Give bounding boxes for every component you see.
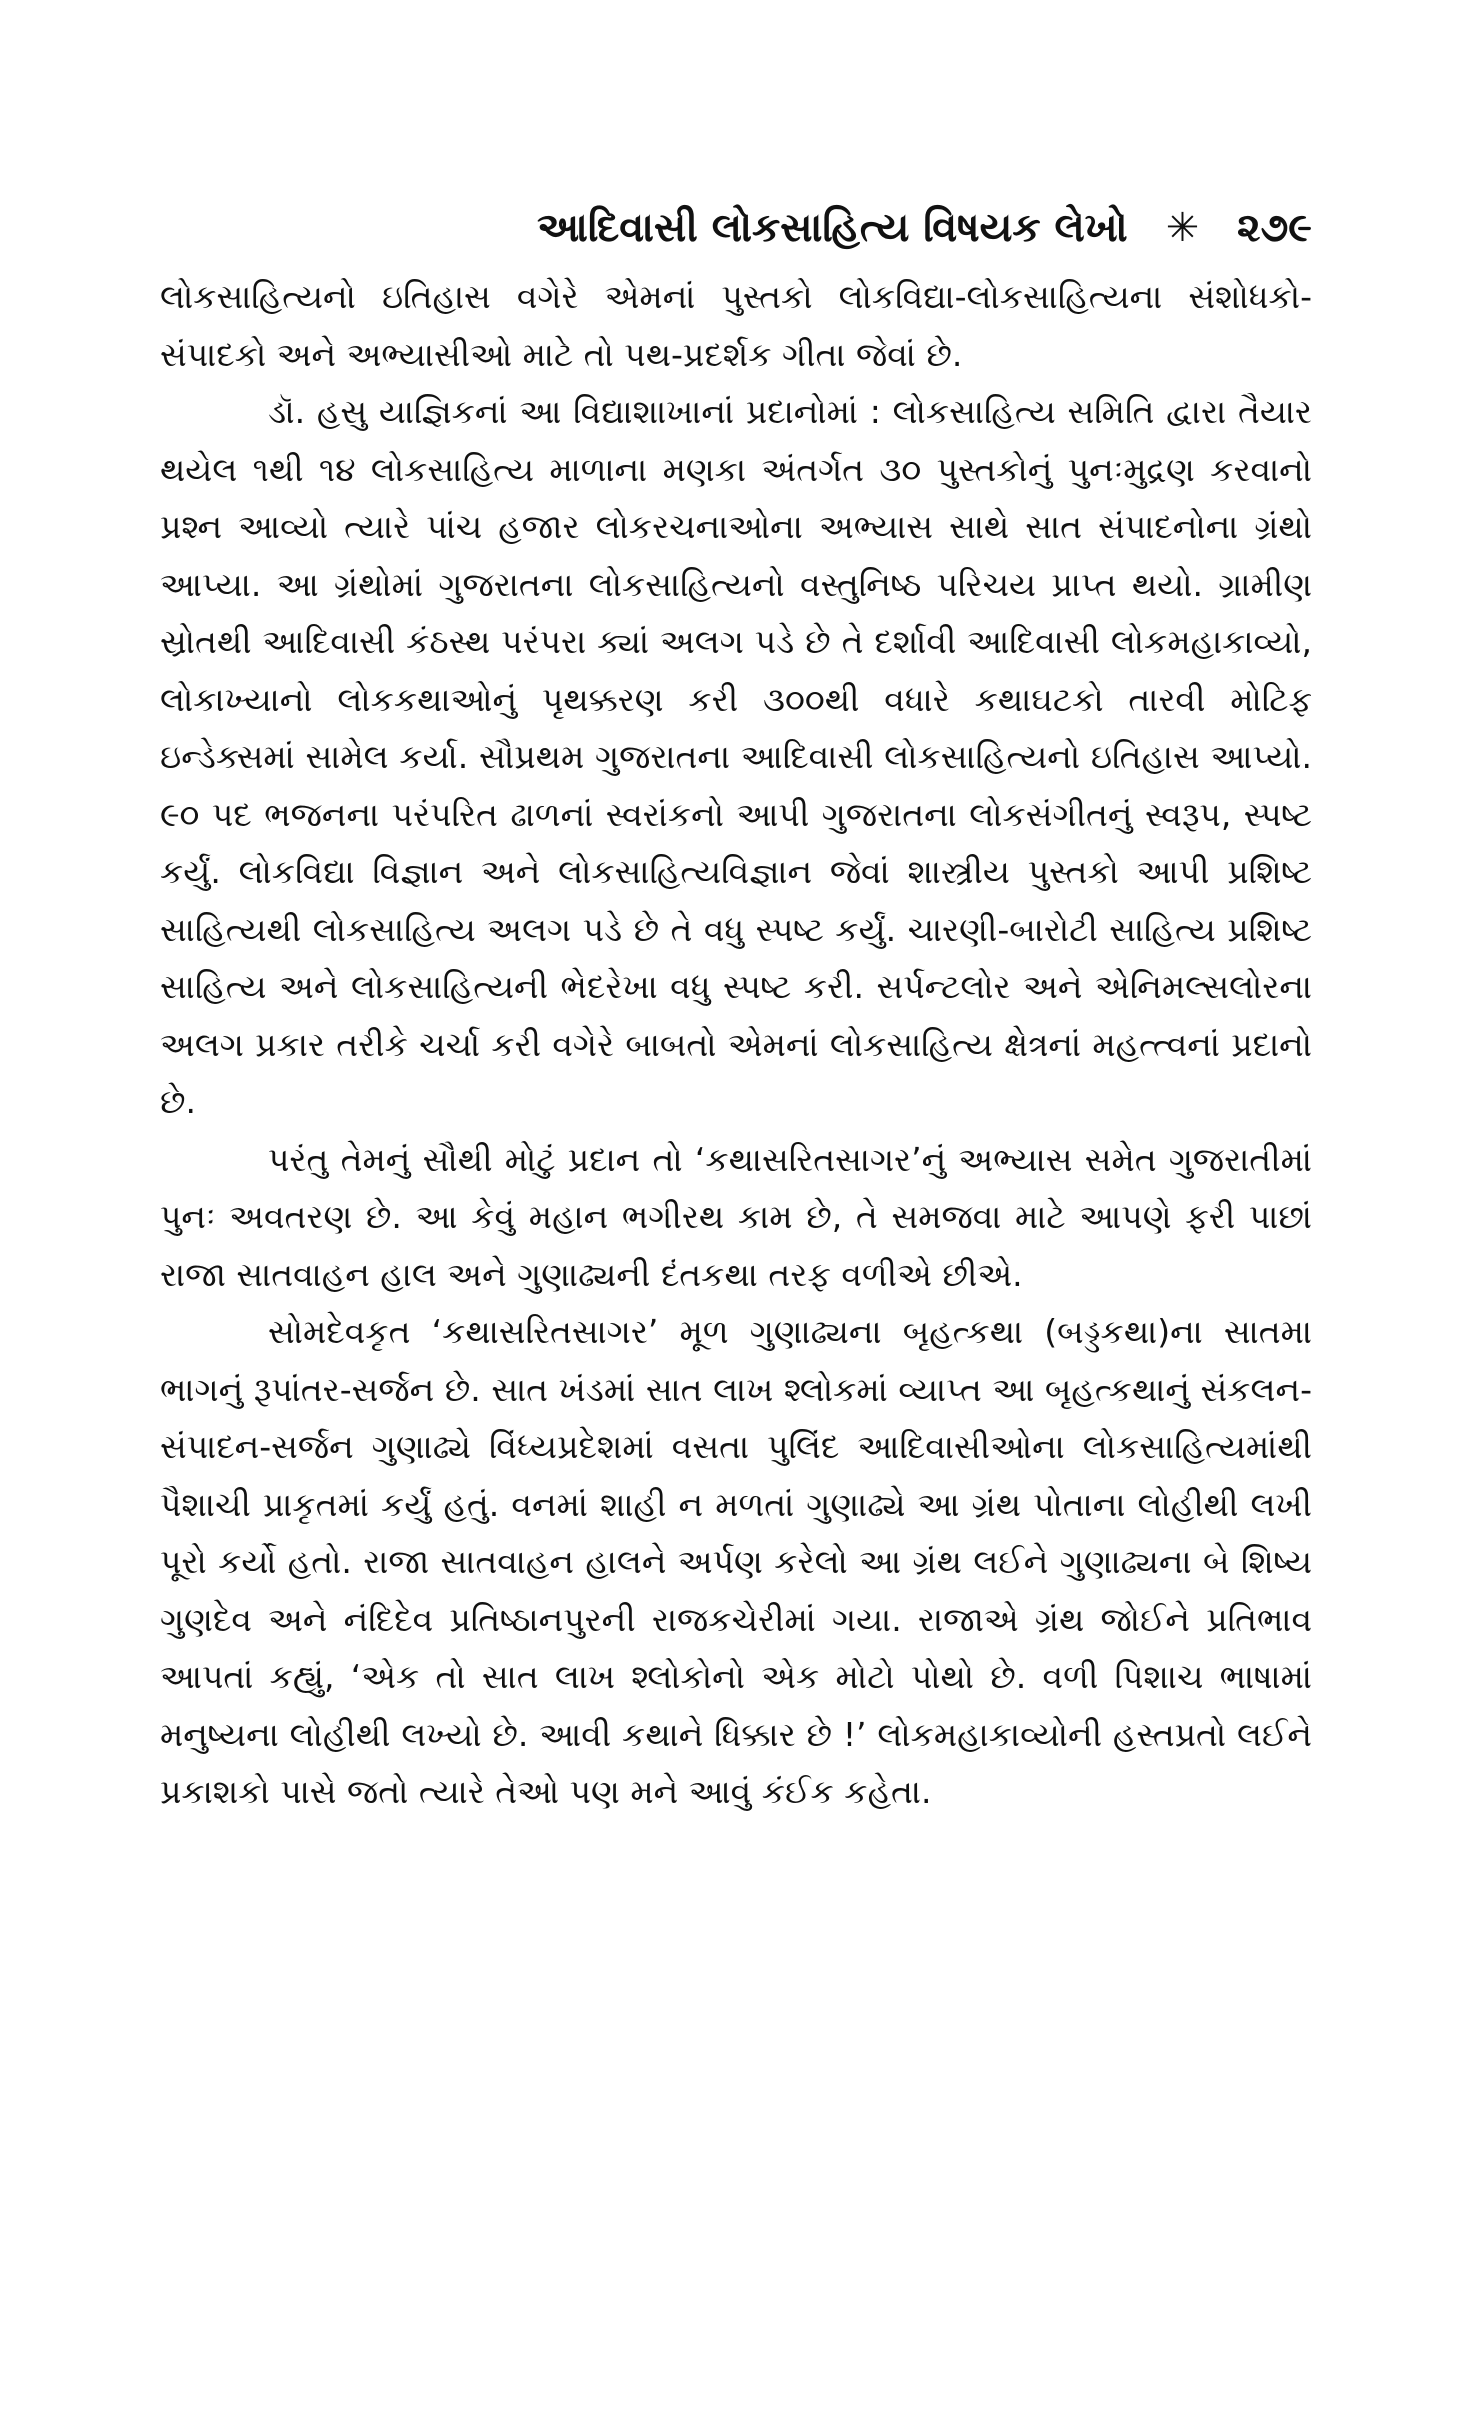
- paragraph-3: પરંતુ તેમનું સૌથી મોટું પ્રદાન તો ‘કથાસરિતસાગર’નું અભ્યાસ સમેત ગુજરાતીમાં પુનઃ અવતરણ છે. આ કેવું મહાન ભગીરથ કામ છે, તે સમજવા માટે આપણે ફરી પાછાં રાજા સાતવાહન હાલ અને ગુણાઢ્યની દંતકથા તરફ વળીએ છીએ.: [160, 1139, 1312, 1294]
- page-number: ૨૭૯: [1237, 205, 1312, 251]
- body-text: [160, 268, 1312, 1821]
- paragraph-2: ડૉ. હસુ યાજ્ઞિકનાં આ વિદ્યાશાખાનાં પ્રદાનોમાં : લોકસાહિત્ય સમિતિ દ્વારા તૈયાર થયેલ ૧થી ૧૪ લોકસાહિત્ય માળાના મણકા અંતર્ગત ૩૦ પુસ્તકોનું પુનઃમુદ્રણ કરવાનો પ્રશ્ન આવ્યો ત્યારે પાંચ હજાર લોકરચનાઓના અભ્યાસ સાથે સાત સંપાદનોના ગ્રંથો આપ્યા. આ ગ્રંથોમાં ગુજરાતના લોકસાહિત્યનો વસ્તુનિષ્ઠ પરિચય પ્રાપ્ત થયો. ગ્રામીણ સ્રોતથી આદિવાસી કંઠસ્થ પરંપરા ક્યાં અલગ પડે છે તે દર્શાવી આદિવાસી લોકમહાકાવ્યો, લોકાખ્યાનો લોકકથાઓનું પૃથક્કરણ કરી ૩૦૦થી વધારે કથાઘટકો તારવી મોટિફ ઇન્ડેક્સમાં સામેલ કર્યા. સૌપ્રથમ ગુજરાતના આદિવાસી લોકસાહિત્યનો ઇતિહાસ આપ્યો. ૯૦ પદ ભજનના પરંપરિત ઢાળનાં સ્વરાંકનો આપી ગુજરાતના લોકસંગીતનું સ્વરૂપ, સ્પષ્ટ કર્યું. લોકવિદ્યા વિજ્ઞાન અને લોકસાહિત્યવિજ્ઞાન જેવાં શાસ્ત્રીય પુસ્તકો આપી પ્રશિષ્ટ સાહિત્યથી લોકસાહિત્ય અલગ પડે છે તે વધુ સ્પષ્ટ કર્યું. ચારણી-બારોટી સાહિત્ય પ્રશિષ્ટ સાહિત્ય અને લોકસાહિત્યની ભેદરેખા વધુ સ્પષ્ટ કરી. સર્પન્ટલોર અને એનિમલ્સલોરના અલગ પ્રકાર તરીકે ચર્ચા કરી વગેરે બાબતો એમનાં લોકસાહિત્ય ક્ષેત્રનાં મહત્ત્વનાં પ્રદાનો છે.: [160, 392, 1312, 1121]
- running-header-title: આદિવાસી લોકસાહિત્ય વિષયક લેખો: [536, 205, 1128, 251]
- asterisk-separator-icon: ✳: [1165, 205, 1200, 251]
- paragraph-4: સોમદેવકૃત ‘કથાસરિતસાગર’ મૂળ ગુણાઢ્યના બૃહત્કથા (બડ્ડકથા)ના સાતમા ભાગનું રૂપાંતર-સર્જન છે. સાત ખંડમાં સાત લાખ શ્લોકમાં વ્યાપ્ત આ બૃહત્કથાનું સંકલન-સંપાદન-સર્જન ગુણાઢ્યે વિંધ્યપ્રદેશમાં વસતા પુલિંદ આદિવાસીઓના લોકસાહિત્યમાંથી પૈશાચી પ્રાકૃતમાં કર્યું હતું. વનમાં શાહી ન મળતાં ગુણાઢ્યે આ ગ્રંથ પોતાના લોહીથી લખી પૂરો કર્યો હતો. રાજા સાતવાહન હાલને અર્પણ કરેલો આ ગ્રંથ લઈને ગુણાઢ્યના બે શિષ્ય ગુણદેવ અને નંદિદેવ પ્રતિષ્ઠાનપુરની રાજકચેરીમાં ગયા. રાજાએ ગ્રંથ જોઈને પ્રતિભાવ આપતાં કહ્યું, ‘એક તો સાત લાખ શ્લોકોનો એક મોટો પોથો છે. વળી પિશાચ ભાષામાં મનુષ્યના લોહીથી લખ્યો છે. આવી કથાને ધિક્કાર છે !’ લોકમહાકાવ્યોની હસ્તપ્રતો લઈને પ્રકાશકો પાસે જતો ત્યારે તેઓ પણ મને આવું કંઈક કહેતા.: [160, 1312, 1312, 1811]
- paragraph-1: લોકસાહિત્યનો ઇતિહાસ વગેરે એમનાં પુસ્તકો લોકવિદ્યા-લોકસાહિત્યના સંશોધકો-સંપાદકો અને અભ્યાસીઓ માટે તો પથ-પ્રદર્શક ગીતા જેવાં છે.: [160, 277, 1312, 374]
- running-header: [537, 200, 1312, 256]
